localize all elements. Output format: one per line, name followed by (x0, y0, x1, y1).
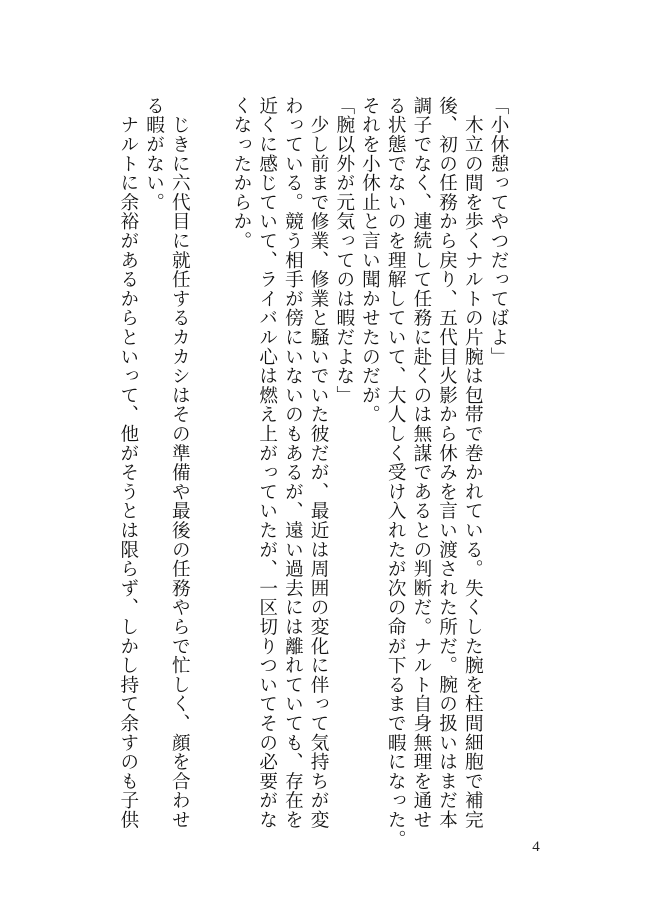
text-line: わっている。競う相手が傍にいないのもあるが、遠い過去には離れていても、存在を (282, 96, 304, 830)
text-line: くなったからか。 (230, 96, 252, 251)
paragraph-gap (192, 96, 228, 826)
text-line: 調子でなく、連続して任務に赴くのは無謀であるとの判断だ。ナルト自身無理を通せ (410, 96, 432, 830)
text-line: 少し前まで修業、修業と騒いでいた彼だが、最近は周囲の変化に伴って気持ちが変 (308, 96, 330, 830)
text-line: る状態でないのを理解していて、大人しく受け入れたが次の命が下るまで暇になった。 (385, 96, 407, 849)
text-line: 木立の間を歩くナルトの片腕は包帯で巻かれている。失くした腕を柱間細胞で補完 (462, 96, 484, 830)
text-line: それを小休止と言い聞かせたのだが。 (359, 96, 381, 425)
text-line: 「小休憩ってやつだってばよ」 (488, 96, 509, 367)
text-line: ナルトに余裕があるからといって、他がそうとは限らず、しかし持て余すのも子供 (117, 96, 139, 830)
text-line: る暇がない。 (143, 96, 165, 212)
text-line: 後、初の任務から戻り、五代目火影から休みを言い渡された所だ。腕の扱いはまだ本 (436, 96, 458, 830)
text-line: じきに六代目に就任するカカシはその準備や最後の任務やらで忙しく、顔を合わせ (169, 96, 191, 830)
text-line: 近くに感じていて、ライバル心は燃え上がっていたが、一区切りついてその必要がな (256, 96, 278, 830)
vertical-text-body (115, 96, 511, 849)
page-number: 4 (532, 839, 540, 855)
text-line: 「腕以外が元気ってのは暇だよな」 (333, 96, 355, 405)
